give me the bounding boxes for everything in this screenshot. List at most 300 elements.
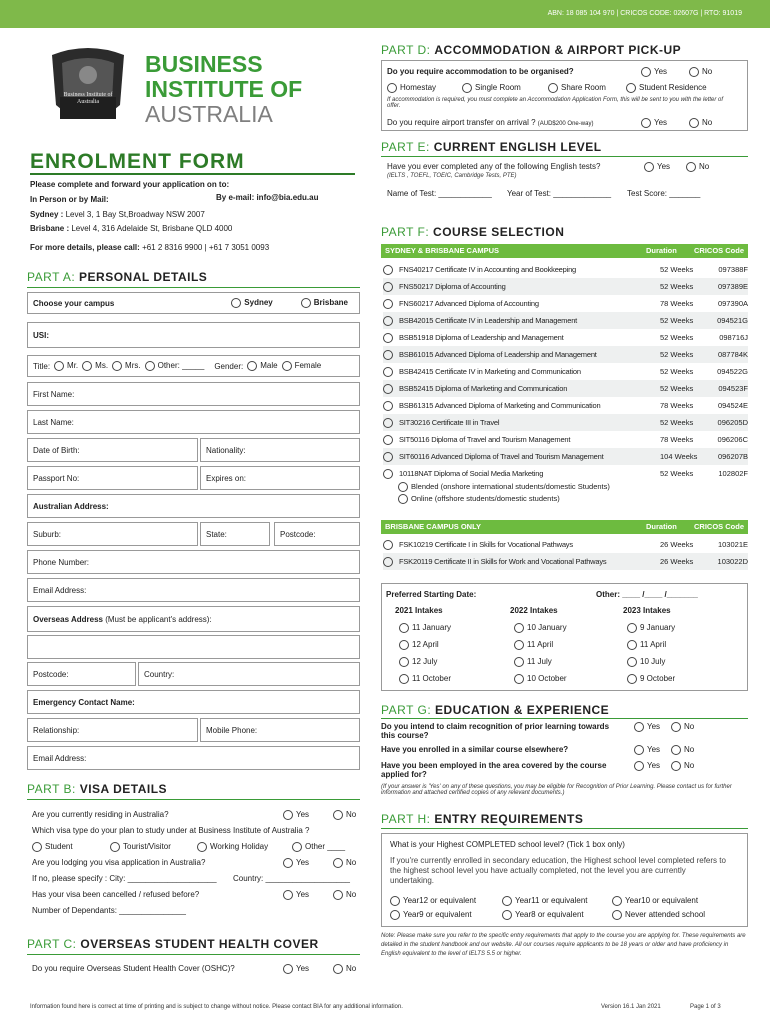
course-row[interactable] — [383, 414, 748, 431]
course-row[interactable] — [383, 329, 748, 346]
title-label: Title: — [33, 361, 51, 371]
residence-option[interactable] — [626, 83, 707, 93]
phone-field[interactable] — [27, 550, 360, 574]
school-level-label: Never attended school — [625, 910, 706, 920]
course-code: 102802F — [718, 469, 748, 478]
visa-q3-no[interactable] — [333, 858, 356, 868]
brisbane-course-row[interactable] — [383, 553, 748, 570]
usi-label: USI: — [33, 330, 49, 340]
course-duration: 52 Weeks — [660, 333, 694, 342]
footer-version: Version 16.1 Jan 2021 — [601, 1004, 661, 1010]
radio-icon[interactable] — [634, 722, 644, 732]
radio-icon[interactable] — [383, 265, 393, 275]
visa-q1-yes-label: Yes — [296, 810, 310, 820]
part-g-prefix: PART G: — [381, 703, 432, 717]
school-level-option[interactable] — [612, 896, 698, 906]
visa-other-option[interactable] — [292, 842, 345, 852]
intake-date-option[interactable] — [399, 623, 451, 633]
radio-icon[interactable] — [145, 361, 155, 371]
visa-q3-yes[interactable] — [283, 858, 309, 868]
title-mr-label: Mr. — [67, 361, 79, 371]
course-code: 097389E — [717, 282, 748, 291]
airport-yes-label: Yes — [654, 118, 668, 128]
radio-icon[interactable] — [398, 494, 408, 504]
brisbane-campus-header — [381, 520, 748, 534]
instructions: Please complete and forward your application on to: — [30, 180, 230, 189]
airport-yes[interactable] — [641, 118, 667, 128]
radio-icon[interactable] — [387, 83, 397, 93]
radio-icon[interactable] — [626, 83, 636, 93]
intake-date-option[interactable] — [627, 674, 675, 684]
radio-icon[interactable] — [247, 361, 257, 371]
intake-date-option[interactable] — [514, 623, 567, 633]
course-row[interactable] — [383, 261, 748, 278]
part-b-heading — [27, 782, 167, 796]
part-f-prefix: PART F: — [381, 225, 430, 239]
oshc-question: Do you require Overseas Student Health Cover (OSHC)? — [32, 964, 235, 973]
school-level-label: Year9 or equivalent — [403, 910, 472, 920]
radio-icon[interactable] — [283, 890, 293, 900]
course-name: FSK10219 Certificate I in Skills for Vocational Pathways — [399, 540, 573, 549]
course-duration: 104 Weeks — [660, 452, 698, 461]
radio-icon[interactable] — [627, 640, 637, 650]
course-name: FSK20119 Certificate II in Skills for Work and Vocational Pathways — [399, 557, 607, 566]
radio-icon[interactable] — [283, 858, 293, 868]
campus-brisbane-option[interactable] — [301, 298, 348, 308]
employed-no[interactable] — [671, 761, 694, 771]
course-row[interactable] — [383, 465, 748, 482]
course-code: 097388F — [718, 265, 748, 274]
radio-icon[interactable] — [333, 858, 343, 868]
test-name-field[interactable]: Name of Test: ____________ — [387, 189, 492, 198]
overseas-address-line2[interactable] — [27, 635, 360, 659]
part-c-heading — [27, 937, 319, 951]
emergency-label: Emergency Contact Name: — [33, 697, 135, 707]
test-score-field[interactable]: Test Score: _______ — [627, 189, 701, 198]
radio-icon[interactable] — [502, 896, 512, 906]
radio-icon[interactable] — [383, 299, 393, 309]
mobile-label: Mobile Phone: — [206, 725, 258, 735]
campus-brisbane-label: Brisbane — [313, 298, 348, 308]
intake-year: 2021 Intakes — [395, 606, 443, 615]
part-a-title: PERSONAL DETAILS — [79, 270, 208, 284]
radio-icon[interactable] — [383, 435, 393, 445]
radio-icon[interactable] — [283, 810, 293, 820]
radio-icon[interactable] — [333, 964, 343, 974]
radio-icon[interactable] — [502, 910, 512, 920]
brisbane-addr: Level 4, 316 Adelaide St, Brisbane QLD 4000 — [71, 224, 233, 233]
intake-date-option[interactable] — [399, 640, 439, 650]
radio-icon[interactable] — [383, 401, 393, 411]
course-row[interactable] — [383, 295, 748, 312]
first-name-field[interactable] — [27, 382, 360, 406]
radio-icon[interactable] — [686, 162, 696, 172]
radio-icon[interactable] — [383, 557, 393, 567]
radio-icon[interactable] — [54, 361, 64, 371]
mobile-field[interactable] — [200, 718, 360, 742]
overseas-address-field[interactable] — [27, 606, 360, 632]
intake-year: 2023 Intakes — [623, 606, 671, 615]
radio-icon[interactable] — [383, 384, 393, 394]
course-duration: 78 Weeks — [660, 435, 694, 444]
english-question: Have you ever completed any of the following English tests? — [387, 162, 601, 171]
last-name-field[interactable] — [27, 410, 360, 434]
course-row[interactable] — [383, 448, 748, 465]
radio-icon[interactable] — [383, 452, 393, 462]
part-e-title: CURRENT ENGLISH LEVEL — [433, 140, 602, 154]
gender-label: Gender: — [214, 361, 244, 371]
radio-icon[interactable] — [634, 745, 644, 755]
homestay-option[interactable] — [387, 83, 436, 93]
residence-label: Student Residence — [639, 83, 707, 93]
intake-date-label: 9 January — [640, 623, 676, 633]
employed-yes[interactable] — [634, 761, 660, 771]
oshc-yes[interactable] — [283, 964, 309, 974]
part-h-rule — [381, 828, 748, 829]
emergency-email-field[interactable] — [27, 746, 360, 770]
accommodation-yes-label: Yes — [654, 67, 668, 77]
intake-date-option[interactable] — [399, 674, 451, 684]
school-level-option[interactable] — [502, 910, 584, 920]
passport-field[interactable] — [27, 466, 198, 490]
course-code: 094521G — [717, 316, 748, 325]
radio-icon[interactable] — [383, 469, 393, 479]
airport-no[interactable] — [689, 118, 712, 128]
part-g-rule — [381, 718, 748, 719]
intake-date-option[interactable] — [514, 640, 553, 650]
cricos-header: CRICOS Code — [693, 246, 744, 255]
radio-icon[interactable] — [283, 964, 293, 974]
radio-icon[interactable] — [627, 657, 637, 667]
title-ms-option[interactable] — [82, 361, 108, 371]
title-mr-option[interactable] — [54, 361, 78, 371]
course-name: BSB61015 Advanced Diploma of Leadership and Management — [399, 350, 597, 359]
visa-tourist-label: Tourist/Visitor — [123, 842, 171, 852]
course-code: 096207B — [717, 452, 748, 461]
course-code: 087784K — [717, 350, 748, 359]
school-level-option[interactable] — [502, 896, 588, 906]
radio-icon[interactable] — [390, 910, 400, 920]
english-no[interactable] — [686, 162, 709, 172]
accommodation-no[interactable] — [689, 67, 712, 77]
radio-icon[interactable] — [627, 623, 637, 633]
course-duration: 78 Weeks — [660, 299, 694, 308]
course-name: BSB51918 Diploma of Leadership and Management — [399, 333, 564, 342]
course-duration: 52 Weeks — [660, 418, 694, 427]
visa-q4-no[interactable] — [333, 890, 356, 900]
brand-name — [145, 52, 302, 127]
course-name: SIT50116 Diploma of Travel and Tourism Management — [399, 435, 571, 444]
part-h-heading — [381, 812, 583, 826]
course-name: BSB61315 Advanced Diploma of Marketing and Communication — [399, 401, 601, 410]
radio-icon[interactable] — [383, 282, 393, 292]
radio-icon[interactable] — [514, 623, 524, 633]
course-duration: 52 Weeks — [660, 316, 694, 325]
radio-icon[interactable] — [689, 67, 699, 77]
radio-icon[interactable] — [333, 890, 343, 900]
radio-icon[interactable] — [110, 842, 120, 852]
course-row[interactable] — [383, 431, 748, 448]
visa-q1: Are you currently residing in Australia? — [32, 810, 169, 819]
dob-field[interactable] — [27, 438, 198, 462]
title-other-label: Other: _____ — [157, 361, 205, 371]
visa-q1-yes[interactable] — [283, 810, 309, 820]
email-field[interactable] — [27, 578, 360, 602]
radio-icon[interactable] — [612, 910, 622, 920]
school-level-option[interactable] — [390, 910, 472, 920]
course-code: 096206C — [717, 435, 748, 444]
visa-q4-no-label: No — [346, 890, 357, 900]
country-label: Country: — [144, 669, 175, 679]
part-b-rule — [27, 799, 360, 800]
course-name: FNS60217 Advanced Diploma of Accounting — [399, 299, 539, 308]
airport-no-label: No — [702, 118, 713, 128]
visa-q4: Has your visa been cancelled / refused before? — [32, 890, 200, 899]
visa-working-option[interactable] — [197, 842, 268, 852]
accommodation-no-label: No — [702, 67, 713, 77]
school-info: If you're currently enrolled in secondary education, the Highest school level completed refers to the highest school level you have actually completed, not the level you are currently undertaking. — [390, 856, 726, 885]
title-rule — [30, 173, 355, 175]
expires-field[interactable] — [200, 466, 360, 490]
radio-icon[interactable] — [32, 842, 42, 852]
visa-student-option[interactable] — [32, 842, 73, 852]
radio-icon[interactable] — [231, 298, 241, 308]
radio-icon[interactable] — [612, 896, 622, 906]
postcode2-label: Postcode: — [33, 669, 69, 679]
emergency-email-label: Email Address: — [33, 753, 87, 763]
sydney-label: Sydney : — [30, 210, 64, 219]
course-name: BSB42415 Certificate IV in Marketing and Communication — [399, 367, 581, 376]
course-duration: 52 Weeks — [660, 265, 694, 274]
start-date-other[interactable]: Other: ____ /____ /_______ — [596, 590, 698, 599]
sydney-address — [30, 210, 205, 219]
radio-icon[interactable] — [383, 350, 393, 360]
school-level-option[interactable] — [612, 910, 705, 920]
accommodation-yes[interactable] — [641, 67, 667, 77]
radio-icon[interactable] — [634, 761, 644, 771]
details-line — [30, 243, 269, 252]
part-d-prefix: PART D: — [381, 43, 431, 57]
radio-icon[interactable] — [644, 162, 654, 172]
part-g-heading — [381, 703, 609, 717]
relationship-label: Relationship: — [33, 725, 80, 735]
school-question: What is your Highest COMPLETED school level? (Tick 1 box only) — [390, 840, 625, 849]
usi-field[interactable] — [27, 322, 360, 348]
course-code: 097390A — [717, 299, 748, 308]
brisbane-campus-title: BRISBANE CAMPUS ONLY — [385, 522, 481, 531]
radio-icon[interactable] — [641, 67, 651, 77]
course-duration: 52 Weeks — [660, 469, 694, 478]
radio-icon[interactable] — [197, 842, 207, 852]
part-c-rule — [27, 954, 360, 955]
part-f-title: COURSE SELECTION — [433, 225, 565, 239]
brand-line3: AUSTRALIA — [145, 101, 273, 127]
part-b-prefix: PART B: — [27, 782, 76, 796]
course-duration: 52 Weeks — [660, 384, 694, 393]
aus-address-field[interactable] — [27, 494, 360, 518]
course-row[interactable] — [383, 363, 748, 380]
part-d-title: ACCOMMODATION & AIRPORT PICK-UP — [434, 43, 682, 57]
part-a-rule — [27, 287, 360, 288]
course-row[interactable] — [383, 397, 748, 414]
test-year-field[interactable]: Year of Test: _____________ — [507, 189, 612, 198]
radio-icon[interactable] — [383, 418, 393, 428]
radio-icon[interactable] — [333, 810, 343, 820]
radio-icon[interactable] — [671, 745, 681, 755]
postcode-field[interactable] — [274, 522, 360, 546]
course-name: SIT60116 Advanced Diploma of Travel and Tourism Management — [399, 452, 604, 461]
gender-male-option[interactable] — [247, 361, 277, 371]
radio-icon[interactable] — [383, 367, 393, 377]
title-mrs-option[interactable] — [112, 361, 141, 371]
radio-icon[interactable] — [399, 674, 409, 684]
part-e-heading — [381, 140, 602, 154]
course-name: 10118NAT Diploma of Social Media Marketing — [399, 469, 544, 478]
course-row[interactable] — [383, 346, 748, 363]
postcode2-field[interactable] — [27, 662, 136, 686]
employed-no-label: No — [684, 761, 695, 771]
radio-icon[interactable] — [514, 640, 524, 650]
radio-icon[interactable] — [627, 674, 637, 684]
radio-icon[interactable] — [82, 361, 92, 371]
course-row[interactable] — [383, 312, 748, 329]
relationship-field[interactable] — [27, 718, 198, 742]
rpl-yes-label: Yes — [647, 722, 661, 732]
radio-icon[interactable] — [689, 118, 699, 128]
state-label: State: — [206, 529, 227, 539]
oshc-no-label: No — [346, 964, 357, 974]
intake-date-label: 10 July — [640, 657, 666, 667]
airport-question — [387, 118, 593, 127]
visa-q1-no-label: No — [346, 810, 357, 820]
online-label: Online (offshore students/domestic students) — [411, 494, 560, 503]
school-level-label: Year8 or equivalent — [515, 910, 584, 920]
radio-icon[interactable] — [301, 298, 311, 308]
radio-icon[interactable] — [398, 482, 408, 492]
brisbane-course-row[interactable] — [383, 536, 748, 553]
visa-q1-no[interactable] — [333, 810, 356, 820]
course-name: SIT30216 Certificate III in Travel — [399, 418, 500, 427]
radio-icon[interactable] — [548, 83, 558, 93]
radio-icon[interactable] — [390, 896, 400, 906]
crest-logo-icon — [42, 45, 134, 131]
intake-date-option[interactable] — [627, 623, 675, 633]
first-name-label: First Name: — [33, 389, 75, 399]
single-room-label: Single Room — [475, 83, 521, 93]
radio-icon[interactable] — [514, 657, 524, 667]
rpl-yes[interactable] — [634, 722, 660, 732]
intake-date-option[interactable] — [627, 640, 666, 650]
course-name: BSB42015 Certificate IV in Leadership and Management — [399, 316, 578, 325]
visa-city[interactable]: If no, please specify : City: ____________________ — [32, 874, 217, 883]
email-contact — [216, 193, 318, 202]
emergency-contact-field[interactable] — [27, 690, 360, 714]
title-gender-row — [27, 355, 360, 377]
homestay-label: Homestay — [400, 83, 437, 93]
radio-icon[interactable] — [399, 640, 409, 650]
school-level-option[interactable] — [390, 896, 476, 906]
enrolled-no[interactable] — [671, 745, 694, 755]
english-yes[interactable] — [644, 162, 670, 172]
oshc-yes-label: Yes — [296, 964, 310, 974]
gender-female-label: Female — [294, 361, 322, 371]
radio-icon[interactable] — [112, 361, 122, 371]
duration-header-2: Duration — [645, 522, 677, 531]
intake-date-option[interactable] — [399, 657, 437, 667]
course-code: 094523F — [718, 384, 748, 393]
radio-icon[interactable] — [282, 361, 292, 371]
radio-icon[interactable] — [399, 657, 409, 667]
campus-sydney-label: Sydney — [244, 298, 273, 308]
radio-icon[interactable] — [462, 83, 472, 93]
intake-date-label: 11 January — [412, 623, 451, 633]
intake-date-label: 12 July — [412, 657, 438, 667]
visa-q4-yes-label: Yes — [296, 890, 310, 900]
enrolled-yes[interactable] — [634, 745, 660, 755]
radio-icon[interactable] — [292, 842, 302, 852]
intake-date-option[interactable] — [514, 657, 552, 667]
footer-page: Page 1 of 3 — [690, 1004, 721, 1010]
course-code: 094522G — [717, 367, 748, 376]
expires-label: Expires on: — [206, 473, 247, 483]
aus-address-label: Australian Address: — [33, 501, 109, 511]
visa-q3-no-label: No — [346, 858, 357, 868]
oshc-no[interactable] — [333, 964, 356, 974]
dependants-field[interactable]: Number of Dependants: _______________ — [32, 906, 186, 915]
course-duration: 52 Weeks — [660, 350, 694, 359]
visa-tourist-option[interactable] — [110, 842, 171, 852]
radio-icon[interactable] — [383, 540, 393, 550]
visa-country[interactable]: Country: ___________________ — [233, 874, 350, 883]
radio-icon[interactable] — [671, 761, 681, 771]
nationality-field[interactable] — [200, 438, 360, 462]
course-row[interactable] — [383, 380, 748, 397]
single-room-option[interactable] — [462, 83, 521, 93]
radio-icon[interactable] — [514, 674, 524, 684]
brisbane-address — [30, 224, 232, 233]
airport-note: (AUD$200 One-way) — [537, 121, 594, 127]
course-code: 096205D — [717, 418, 748, 427]
radio-icon[interactable] — [671, 722, 681, 732]
abn-text: ABN: 18 085 104 970 | CRICOS CODE: 02607G | RTO: 91019 — [547, 10, 742, 17]
campus-sydney-option[interactable] — [231, 298, 272, 308]
brand-line2: INSTITUTE OF — [145, 76, 303, 102]
school-level-label: Year11 or equivalent — [515, 896, 588, 906]
suburb-field[interactable] — [27, 522, 198, 546]
course-code: 103022D — [717, 557, 748, 566]
blended-option[interactable] — [398, 482, 610, 492]
radio-icon[interactable] — [383, 316, 393, 326]
share-room-option[interactable] — [548, 83, 606, 93]
intake-date-option[interactable] — [627, 657, 665, 667]
gender-male-label: Male — [260, 361, 278, 371]
online-option[interactable] — [398, 494, 560, 504]
radio-icon[interactable] — [399, 623, 409, 633]
visa-q4-yes[interactable] — [283, 890, 309, 900]
course-row[interactable] — [383, 278, 748, 295]
english-tests: (IELTS , TOEFL, TOEIC, Cambridge Tests, PTE) — [387, 173, 517, 179]
airport-q2: Do you require airport transfer on arrival ? — [387, 118, 536, 127]
intake-date-option[interactable] — [514, 674, 567, 684]
country-field[interactable] — [138, 662, 360, 686]
radio-icon[interactable] — [383, 333, 393, 343]
state-field[interactable] — [200, 522, 270, 546]
title-other-option[interactable] — [145, 361, 205, 371]
email-label: Email Address: — [33, 585, 87, 595]
rpl-no[interactable] — [671, 722, 694, 732]
radio-icon[interactable] — [641, 118, 651, 128]
gender-female-option[interactable] — [282, 361, 322, 371]
